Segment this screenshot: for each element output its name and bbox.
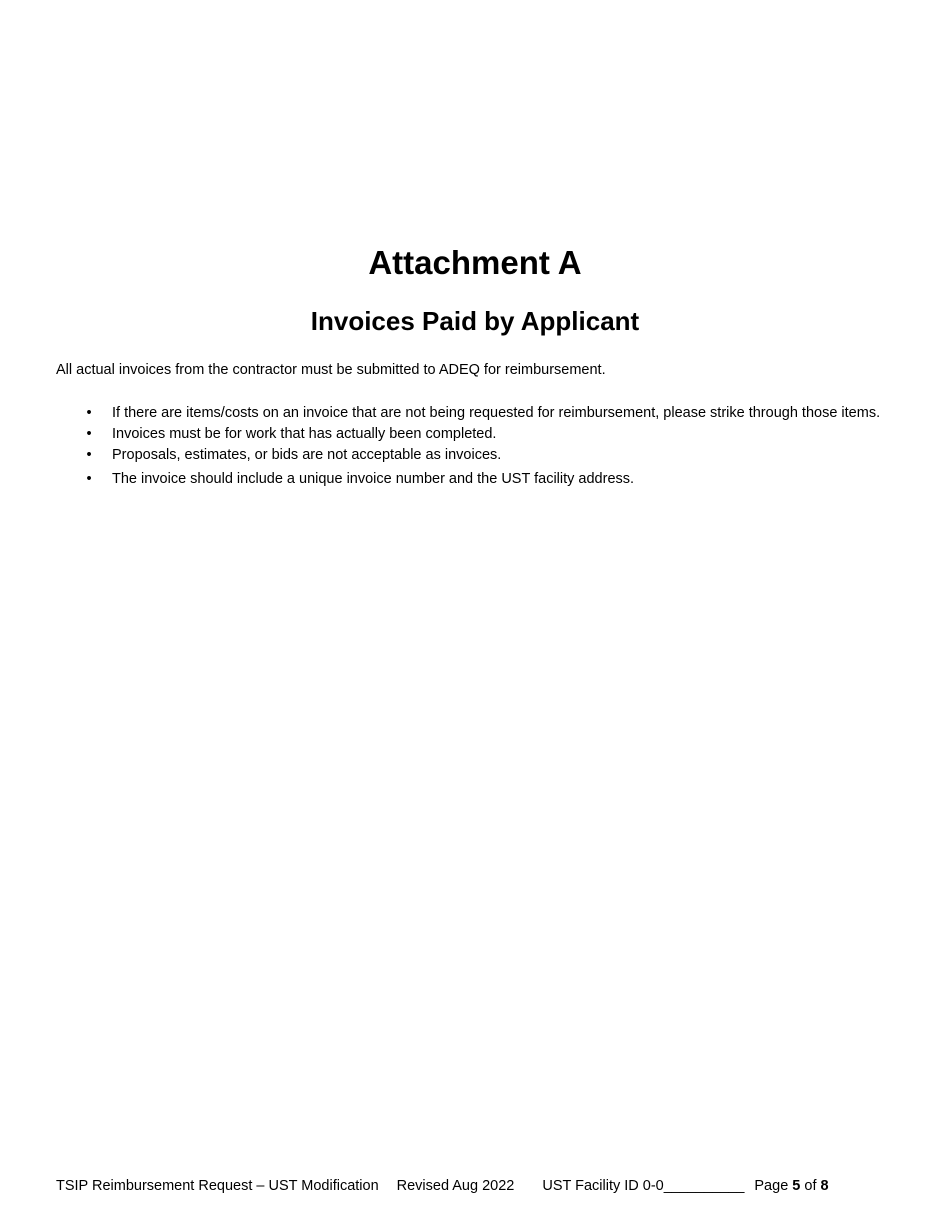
page-subtitle: Invoices Paid by Applicant [310,306,640,336]
bullet-icon: • [86,426,92,442]
footer-page-of: of [804,1178,817,1194]
page-title: Attachment A [368,244,582,281]
bullet-icon: • [86,405,92,421]
list-item [84,445,884,466]
footer-page-current: 5 [792,1178,801,1194]
list-item [84,424,884,445]
list-item [84,469,884,490]
list-item-text: Invoices must be for work that has actually been completed. [112,426,497,442]
footer-form-title: TSIP Reimbursement Request – UST Modification [56,1178,379,1194]
bullet-icon: • [86,471,92,487]
list-item [84,403,884,424]
list-item-text: The invoice should include a unique invoice number and the UST facility address. [112,471,635,487]
intro-paragraph: All actual invoices from the contractor must be submitted to ADEQ for reimbursement. [56,362,606,378]
list-item-text: If there are items/costs on an invoice that are not being requested for reimbursement, please strike through those items. [112,405,881,421]
page-footer [56,1176,829,1197]
requirements-list [84,403,884,490]
footer-page-number [754,1176,828,1197]
bullet-icon: • [86,447,92,463]
footer-page-total: 8 [820,1178,829,1194]
footer-facility-id: UST Facility ID 0-0__________ [542,1178,745,1194]
list-item-text: Proposals, estimates, or bids are not acceptable as invoices. [112,447,502,463]
footer-revised-date: Revised Aug 2022 [396,1178,515,1194]
footer-page-word: Page [754,1178,789,1194]
